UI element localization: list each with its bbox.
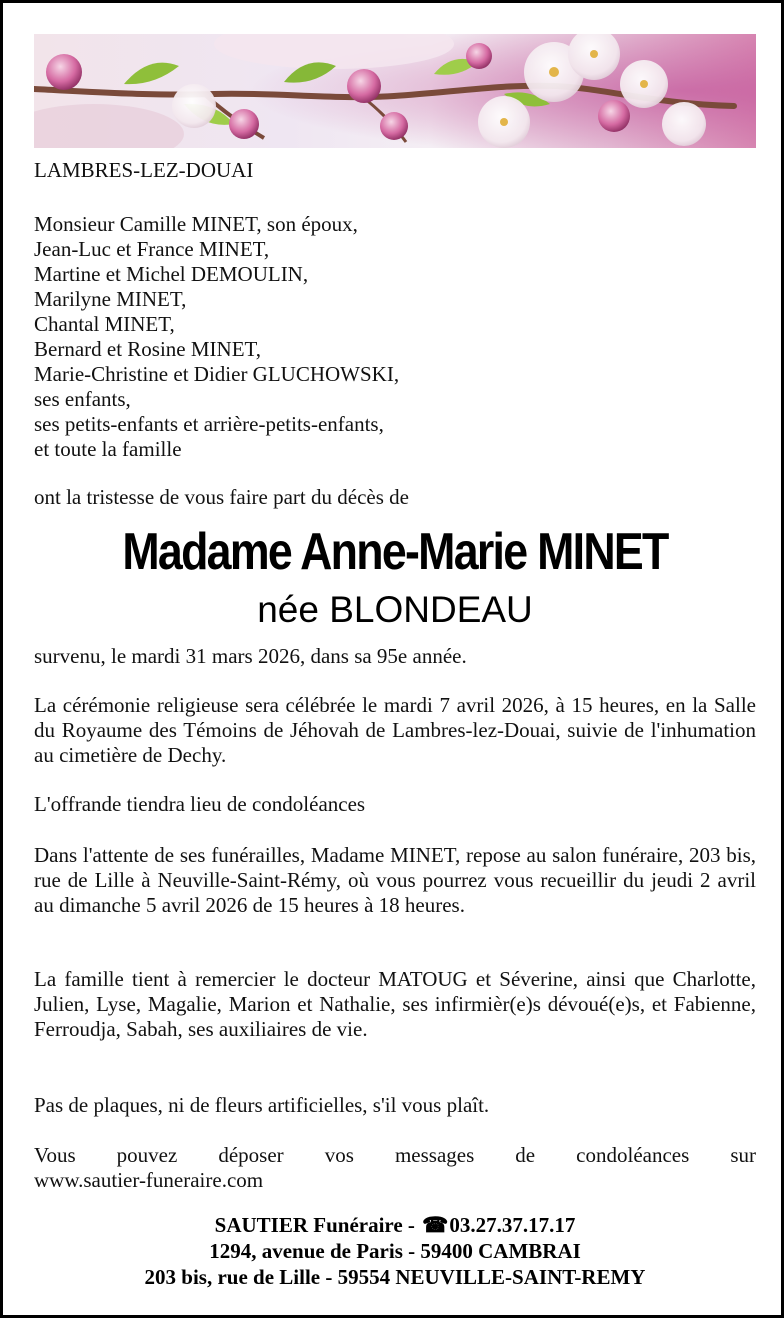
announcement (34, 485, 756, 510)
ceremony-paragraph: La cérémonie religieuse sera célébrée le mardi 7 avril 2026, à 15 heures, en la Salle du Royaume des Témoins de Jéhovah de Lambres-lez-Douai, suivie de l'inhumation au cimetière de Dechy. (34, 693, 756, 767)
condolences-paragraph (34, 1143, 756, 1193)
footer-company: SAUTIER Funéraire - (214, 1213, 415, 1237)
no-flowers-paragraph (34, 1093, 756, 1118)
death-info-text: survenu, le mardi 31 mars 2026, dans sa 95e année. (34, 644, 467, 668)
phone-icon: ☎ (422, 1213, 449, 1237)
family-line: Chantal MINET, (34, 312, 175, 336)
funeral-home-footer (34, 1212, 756, 1290)
funeral-home-paragraph: Dans l'attente de ses funérailles, Madame MINET, repose au salon funéraire, 203 bis, rue de Lille à Neuville-Saint-Rémy, où vous pourrez vous recueillir du jeudi 2 avril au dimanche 5 avril 2026 de 15 heures à 18 heures. (34, 843, 756, 917)
location-text: LAMBRES-LEZ-DOUAI (34, 158, 254, 182)
condolences-url-link[interactable]: www.sautier-funeraire.com (34, 1168, 264, 1192)
family-list (34, 212, 756, 462)
footer-address-2: 203 bis, rue de Lille - 59554 NEUVILLE-SAINT-REMY (144, 1265, 646, 1289)
family-line: Jean-Luc et France MINET, (34, 237, 270, 261)
family-line: ses petits-enfants et arrière-petits-enfants, (34, 412, 384, 436)
deceased-name: Madame Anne-Marie MINET (122, 523, 668, 581)
family-line: Marilyne MINET, (34, 287, 187, 311)
family-line: et toute la famille (34, 437, 182, 461)
location (34, 158, 756, 183)
family-line: Martine et Michel DEMOULIN, (34, 262, 309, 286)
offering-paragraph (34, 792, 756, 817)
thanks-paragraph: La famille tient à remercier le docteur MATOUG et Séverine, ainsi que Charlotte, Julien, Lyse, Magalie, Marion et Nathalie, ses infirmièr(e)s dévoué(e)s, et Fabienne, Ferroudja, Sabah, ses auxiliaires de vie. (34, 967, 756, 1041)
footer-address-1: 1294, avenue de Paris - 59400 CAMBRAI (209, 1239, 581, 1263)
family-line: Marie-Christine et Didier GLUCHOWSKI, (34, 362, 400, 386)
cherry-blossom-icon (34, 34, 756, 148)
footer-company-line (34, 1212, 756, 1238)
family-line: Monsieur Camille MINET, son époux, (34, 212, 358, 236)
family-line: Bernard et Rosine MINET, (34, 337, 262, 361)
death-info (34, 644, 756, 669)
family-line: ses enfants, (34, 387, 131, 411)
announcement-text: ont la tristesse de vous faire part du décès de (34, 485, 409, 509)
birth-name: née BLONDEAU (257, 589, 533, 630)
no-flowers-text: Pas de plaques, ni de fleurs artificielles, s'il vous plaît. (34, 1093, 490, 1117)
offering-text: L'offrande tiendra lieu de condoléances (34, 792, 366, 816)
footer-phone[interactable]: 03.27.37.17.17 (449, 1213, 576, 1237)
condolences-intro: Vous pouvez déposer vos messages de condoléances sur (34, 1143, 756, 1167)
blossom-banner-image (34, 34, 756, 148)
